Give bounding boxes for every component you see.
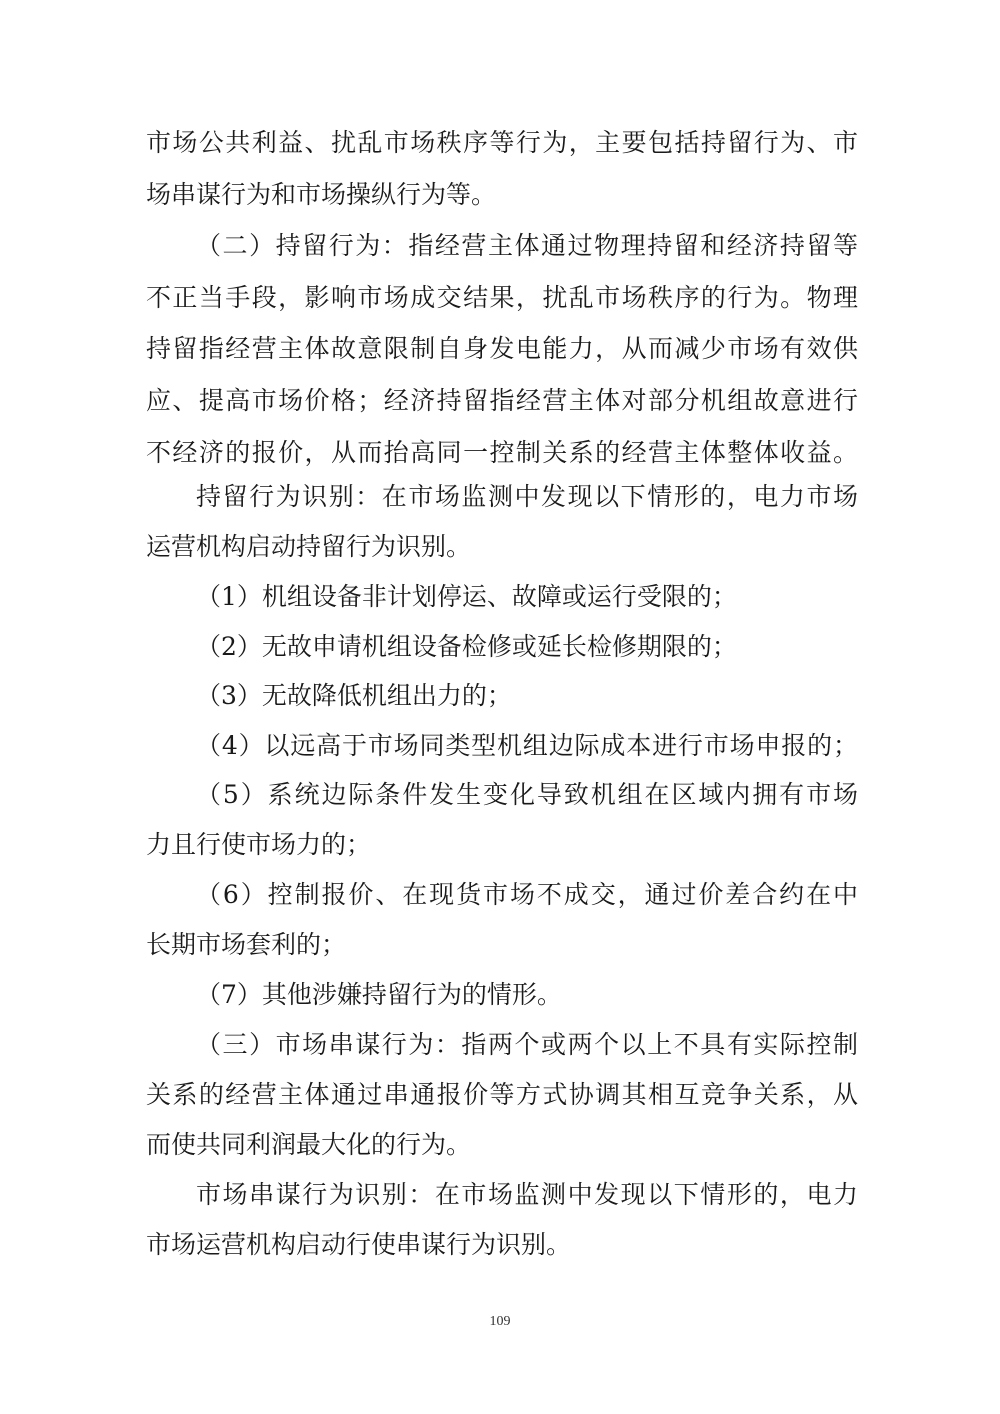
text-line: （4）以远高于市场同类型机组边际成本进行市场申报的； [196, 731, 858, 760]
text-line: （7）其他涉嫌持留行为的情形。 [196, 980, 562, 1009]
text-line: （二）持留行为：指经营主体通过物理持留和经济持留等 [196, 231, 858, 260]
text-line: 市场运营机构启动行使串谋行为识别。 [146, 1230, 572, 1259]
text-line: （2）无故申请机组设备检修或延长检修期限的； [196, 632, 737, 661]
text-line: 应、提高市场价格；经济持留指经营主体对部分机组故意进行 [146, 386, 858, 415]
text-line: 而使共同利润最大化的行为。 [146, 1130, 472, 1159]
text-line: 持留行为识别：在市场监测中发现以下情形的，电力市场 [196, 482, 858, 511]
text-line: 场串谋行为和市场操纵行为等。 [146, 180, 497, 209]
text-line: 市场公共利益、扰乱市场秩序等行为，主要包括持留行为、市 [146, 128, 858, 157]
text-line: 不经济的报价，从而抬高同一控制关系的经营主体整体收益。 [146, 438, 858, 467]
text-line: 不正当手段，影响市场成交结果，扰乱市场秩序的行为。物理 [146, 283, 858, 312]
page-number: 109 [489, 1314, 511, 1329]
text-line: （6）控制报价、在现货市场不成交，通过价差合约在中 [196, 880, 858, 909]
text-line: （1）机组设备非计划停运、故障或运行受限的； [196, 582, 737, 611]
text-line: （3）无故降低机组出力的； [196, 681, 512, 710]
text-line: 力且行使市场力的； [146, 830, 372, 859]
text-line: 长期市场套利的； [146, 930, 347, 959]
text-line: 运营机构启动持留行为识别。 [146, 532, 472, 561]
text-line: 市场串谋行为识别：在市场监测中发现以下情形的，电力 [196, 1180, 858, 1209]
text-line: 关系的经营主体通过串通报价等方式协调其相互竞争关系，从 [146, 1080, 858, 1109]
text-line: （5）系统边际条件发生变化导致机组在区域内拥有市场 [196, 780, 858, 809]
text-line: 持留指经营主体故意限制自身发电能力，从而减少市场有效供 [146, 334, 858, 363]
text-line: （三）市场串谋行为：指两个或两个以上不具有实际控制 [196, 1030, 858, 1059]
